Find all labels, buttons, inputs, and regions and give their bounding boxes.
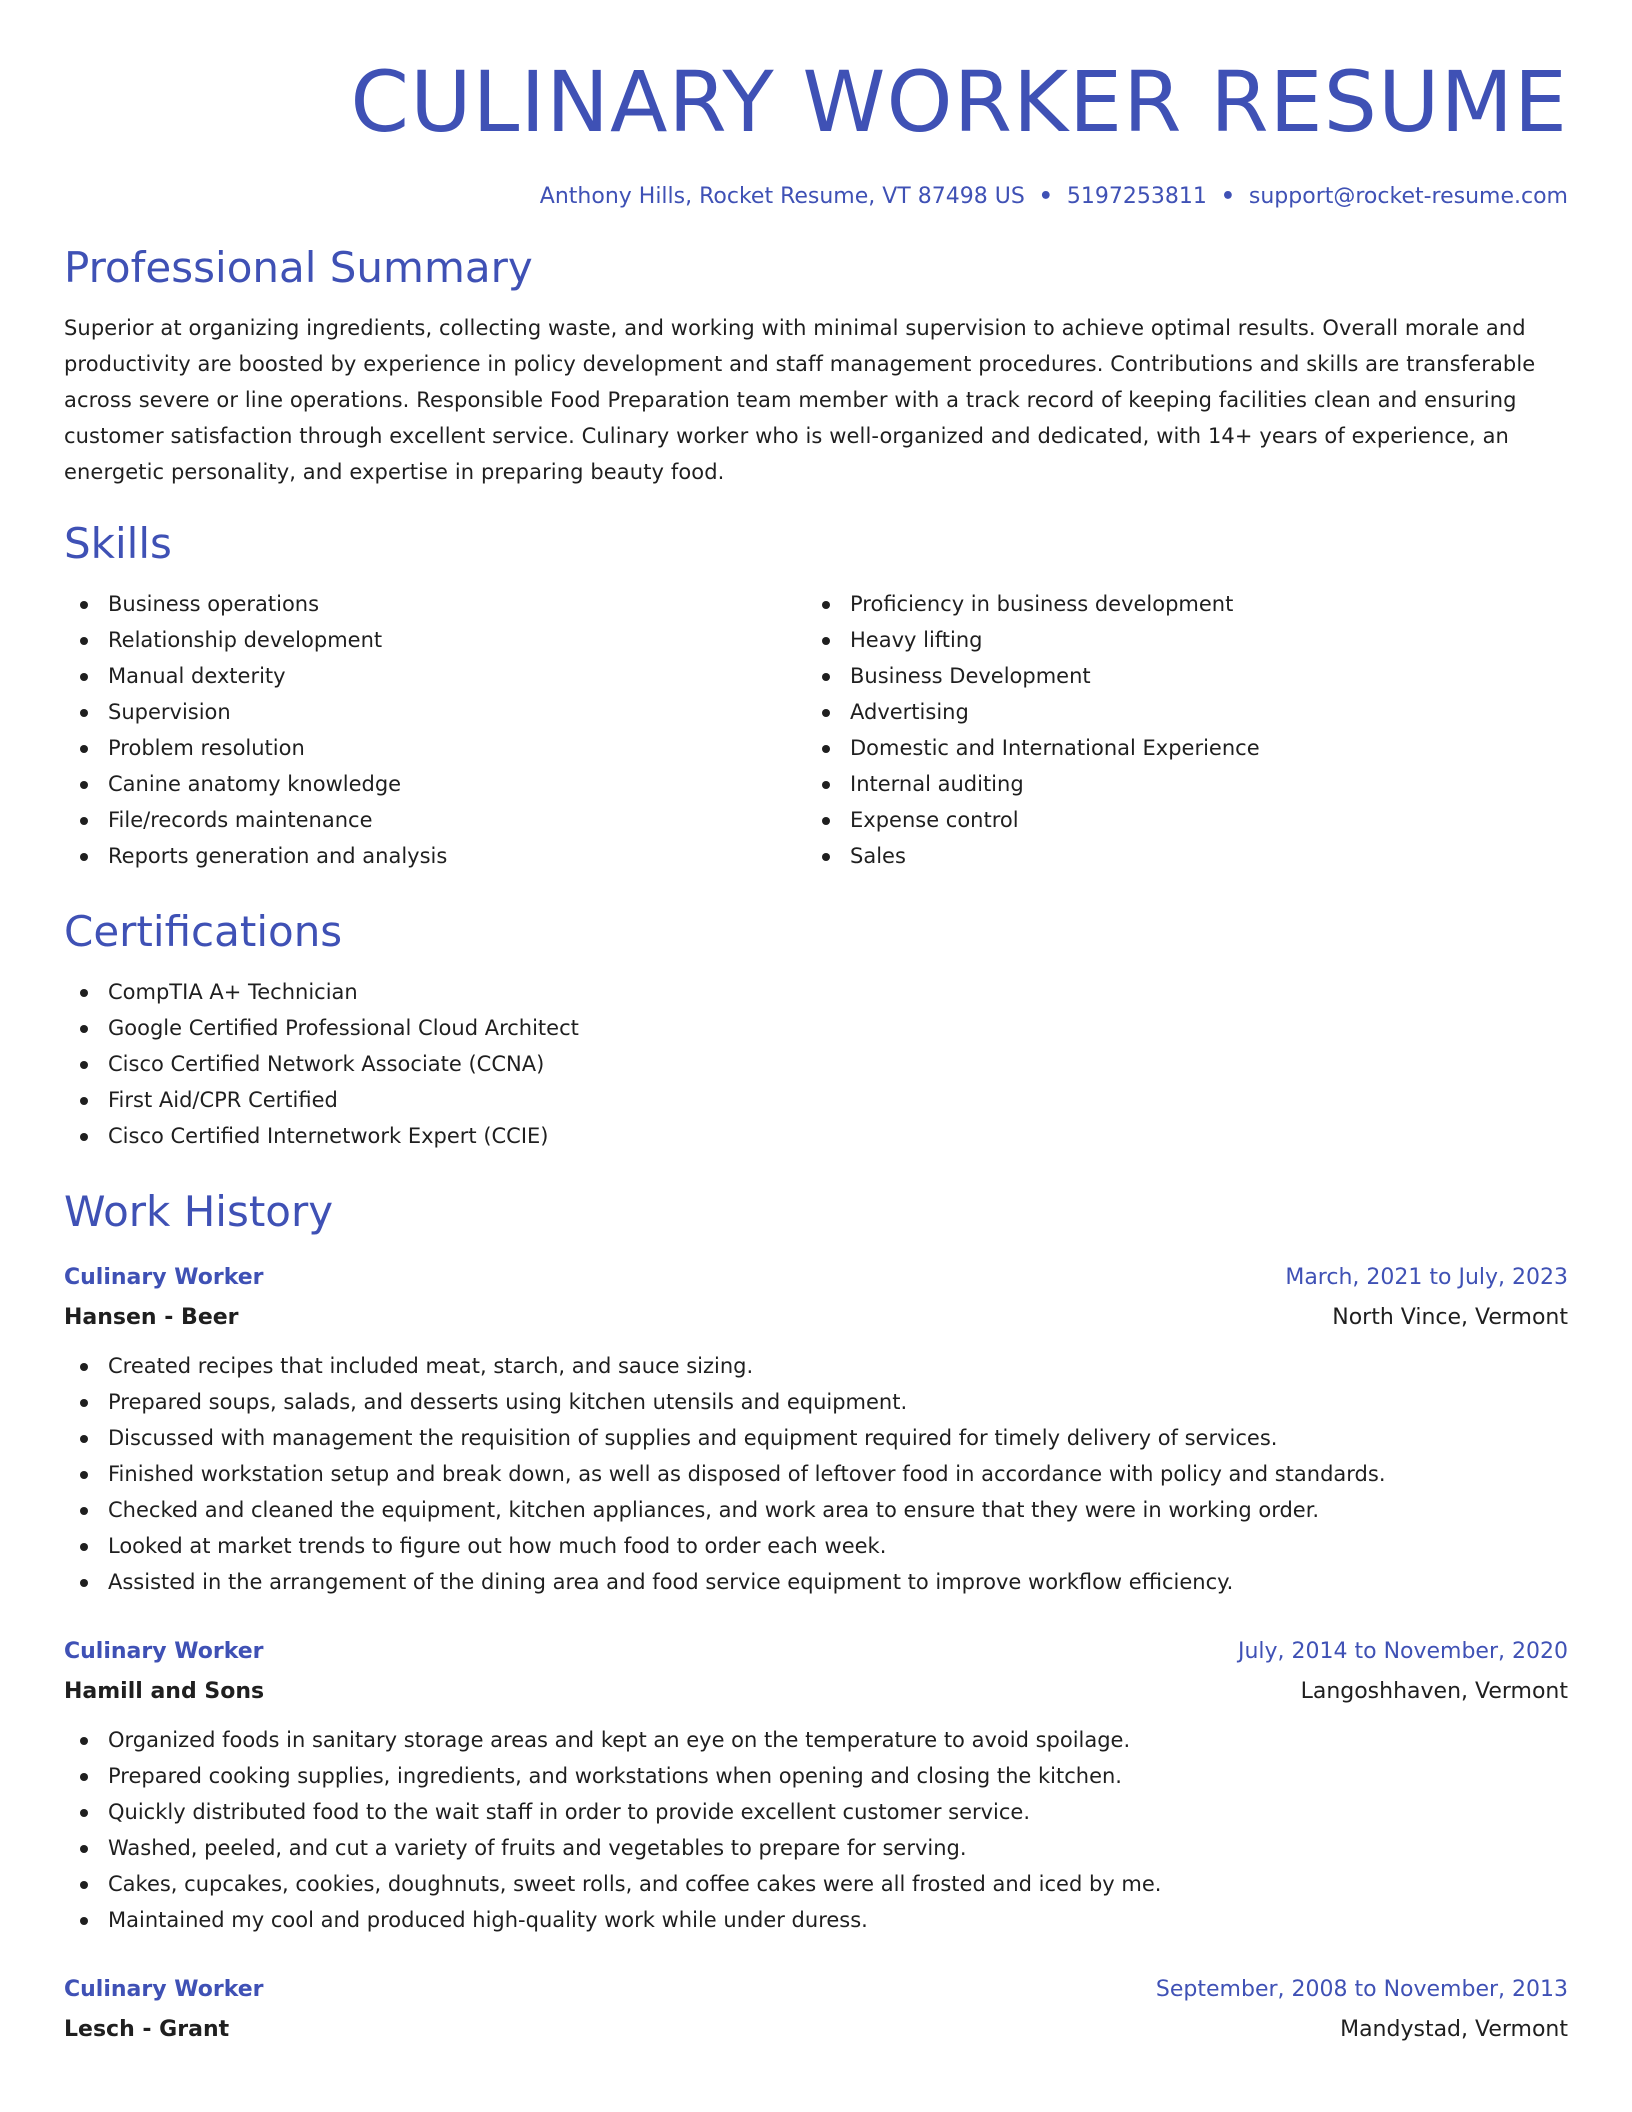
skill-item: Reports generation and analysis (64, 838, 806, 874)
skill-item: Sales (806, 838, 1568, 874)
certification-item: CompTIA A+ Technician (64, 974, 1568, 1010)
skill-item: Manual dexterity (64, 658, 806, 694)
job-duty-item: Created recipes that included meat, starch, and sauce sizing. (64, 1348, 1568, 1384)
certification-item: First Aid/CPR Certified (64, 1082, 1568, 1118)
job-company: Lesch - Grant (64, 2017, 230, 2042)
resume-header (64, 0, 1568, 212)
contact-phone: 5197253811 (1066, 184, 1207, 209)
skill-item: Expense control (806, 802, 1568, 838)
skills-list-left (64, 586, 806, 874)
job-duty-item: Cakes, cupcakes, cookies, doughnuts, sweet rolls, and coffee cakes were all frosted and iced by me. (64, 1866, 1568, 1902)
contact-separator: • (1220, 184, 1235, 209)
contact-line (64, 182, 1568, 212)
professional-summary-section (64, 242, 1568, 490)
certification-item: Cisco Certified Internetwork Expert (CCIE) (64, 1118, 1568, 1154)
job-entry (64, 1258, 1568, 1600)
skill-item: Relationship development (64, 622, 806, 658)
job-company: Hansen - Beer (64, 1305, 239, 1330)
job-duty-item: Discussed with management the requisition of supplies and equipment required for timely delivery of services. (64, 1420, 1568, 1456)
job-duties-list (64, 1348, 1568, 1600)
certification-item: Google Certified Professional Cloud Architect (64, 1010, 1568, 1046)
contact-separator: • (1038, 184, 1053, 209)
resume-title: CULINARY WORKER RESUME (350, 53, 1568, 151)
job-title: Culinary Worker (64, 1639, 264, 1664)
skill-item: Problem resolution (64, 730, 806, 766)
job-duty-item: Checked and cleaned the equipment, kitchen appliances, and work area to ensure that they were in working order. (64, 1492, 1568, 1528)
job-title-row (64, 1632, 1568, 1672)
skills-section (64, 518, 1568, 874)
summary-text: Superior at organizing ingredients, collecting waste, and working with minimal supervision to achieve optimal results. Overall morale and productivity are boosted by experience in policy development and staff management procedures. Contributions and skills are transferable across severe or line operations. Responsible Food Preparation team member with a track record of keeping facilities clean and ensuring customer satisfaction through excellent service. Culinary worker who is well-organized and dedicated, with 14+ years of experience, an energetic personality, and expertise in preparing beauty food. (64, 316, 1536, 484)
skill-item: Heavy lifting (806, 622, 1568, 658)
certifications-section (64, 906, 1568, 1154)
job-location: North Vince, Vermont (1332, 1305, 1568, 1330)
work-history-section (64, 1186, 1568, 2050)
job-dates: September, 2008 to November, 2013 (1155, 1977, 1568, 2002)
skill-item: Supervision (64, 694, 806, 730)
job-duty-item: Finished workstation setup and break down, as well as disposed of leftover food in accordance with policy and standards. (64, 1456, 1568, 1492)
job-dates: July, 2014 to November, 2020 (1237, 1639, 1568, 1664)
job-entry (64, 1632, 1568, 1938)
job-duty-item: Maintained my cool and produced high-quality work while under duress. (64, 1902, 1568, 1938)
job-duty-item: Prepared soups, salads, and desserts using kitchen utensils and equipment. (64, 1384, 1568, 1420)
job-duty-item: Washed, peeled, and cut a variety of fruits and vegetables to prepare for serving. (64, 1830, 1568, 1866)
skill-item: Business operations (64, 586, 806, 622)
job-duty-item: Assisted in the arrangement of the dining area and food service equipment to improve workflow efficiency. (64, 1564, 1568, 1600)
job-duties-list (64, 1722, 1568, 1938)
skills-columns (64, 586, 1568, 874)
skill-item: Business Development (806, 658, 1568, 694)
job-title: Culinary Worker (64, 1265, 264, 1290)
job-duty-item: Looked at market trends to figure out how much food to order each week. (64, 1528, 1568, 1564)
job-company: Hamill and Sons (64, 1679, 265, 1704)
skill-item: File/records maintenance (64, 802, 806, 838)
job-company-row (64, 2010, 1568, 2050)
job-company-row (64, 1672, 1568, 1712)
section-heading: Certifications (64, 907, 343, 956)
skill-item: Proficiency in business development (806, 586, 1568, 622)
job-duty-item: Quickly distributed food to the wait staff in order to provide excellent customer service. (64, 1794, 1568, 1830)
skills-list-right (806, 586, 1568, 874)
certifications-list (64, 974, 1568, 1154)
job-location: Langoshhaven, Vermont (1300, 1679, 1568, 1704)
job-dates: March, 2021 to July, 2023 (1285, 1265, 1568, 1290)
skill-item: Internal auditing (806, 766, 1568, 802)
contact-email: support@rocket-resume.com (1248, 184, 1568, 209)
job-duty-item: Organized foods in sanitary storage areas and kept an eye on the temperature to avoid spoilage. (64, 1722, 1568, 1758)
job-title-row (64, 1258, 1568, 1298)
section-heading: Professional Summary (64, 243, 533, 292)
contact-address: Anthony Hills, Rocket Resume, VT 87498 US (539, 184, 1025, 209)
certification-item: Cisco Certified Network Associate (CCNA) (64, 1046, 1568, 1082)
jobs-container (64, 1258, 1568, 2050)
job-entry (64, 1970, 1568, 2050)
section-heading: Skills (64, 519, 172, 568)
job-duty-item: Prepared cooking supplies, ingredients, and workstations when opening and closing the kitchen. (64, 1758, 1568, 1794)
job-location: Mandystad, Vermont (1340, 2017, 1568, 2042)
skill-item: Domestic and International Experience (806, 730, 1568, 766)
section-heading: Work History (64, 1187, 334, 1236)
skill-item: Canine anatomy knowledge (64, 766, 806, 802)
job-title-row (64, 1970, 1568, 2010)
skill-item: Advertising (806, 694, 1568, 730)
job-title: Culinary Worker (64, 1977, 264, 2002)
job-company-row (64, 1298, 1568, 1338)
